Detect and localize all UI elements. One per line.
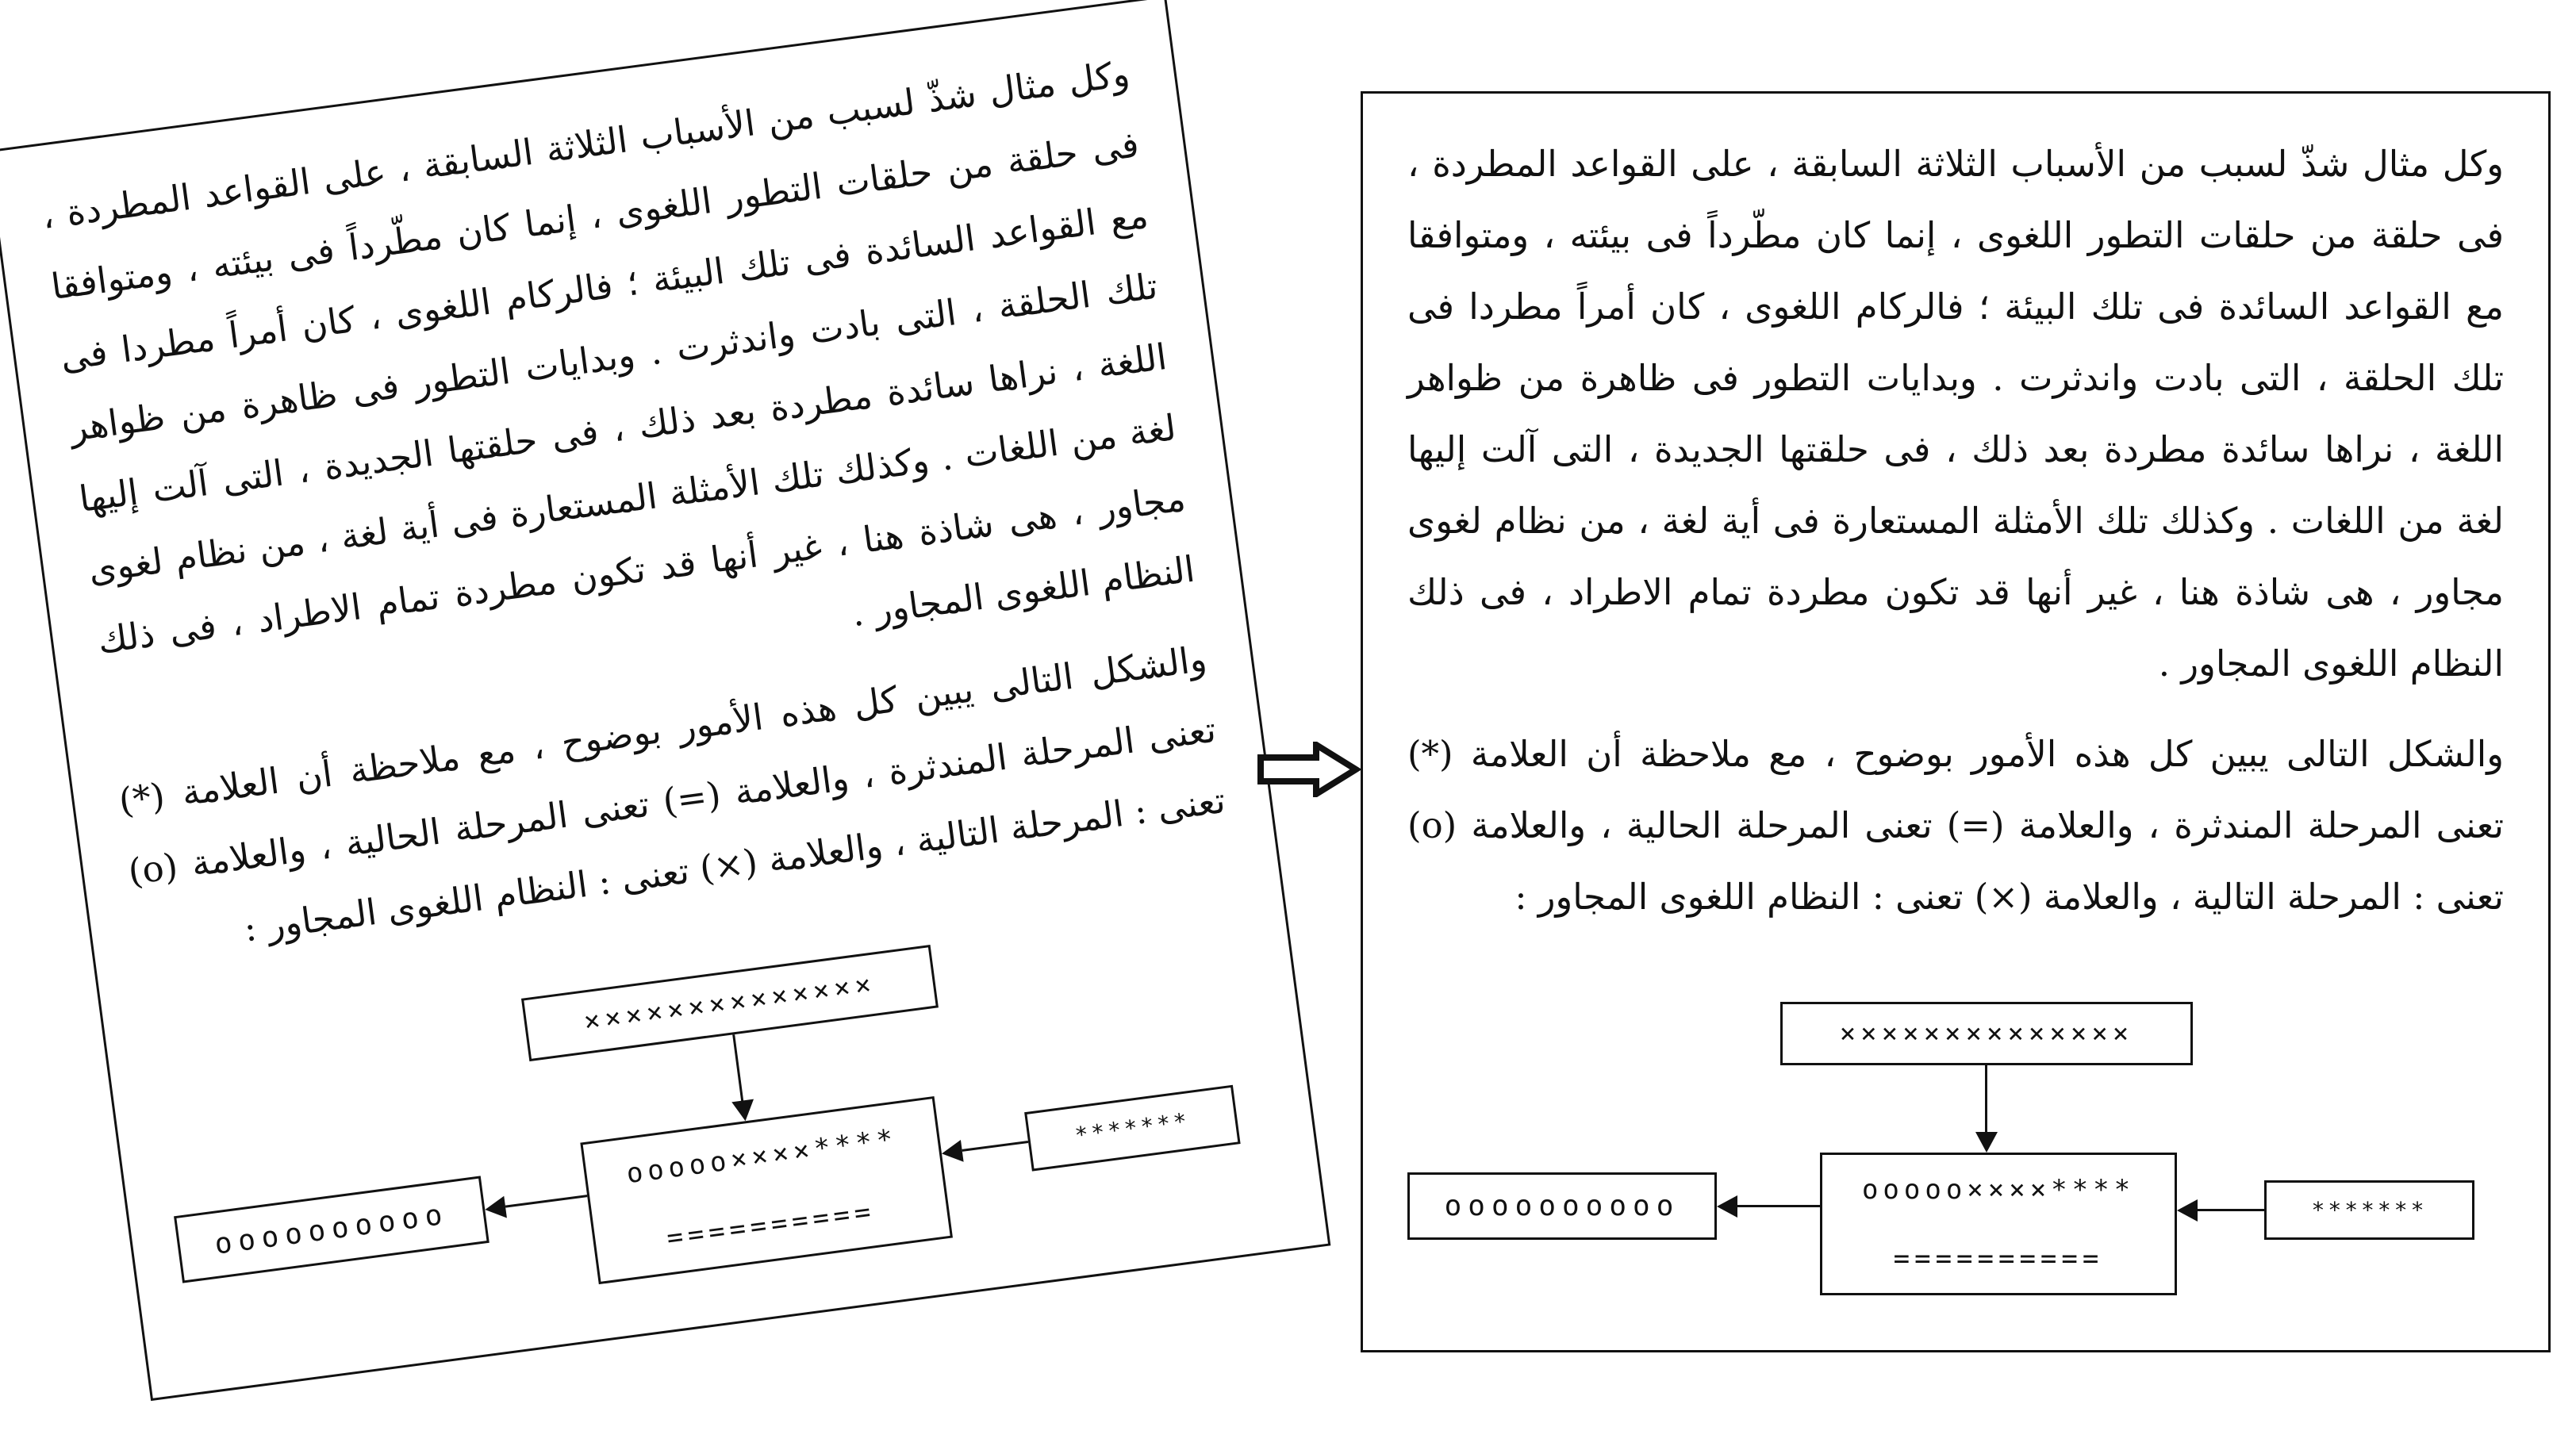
diagram-connector-left (505, 1195, 588, 1208)
diagram-connector-right (2198, 1209, 2264, 1211)
arrow-down-icon (1975, 1132, 1998, 1153)
diagram-center-row-1: ooooo××××**** (624, 1122, 900, 1190)
diagram-center-row-2: ========== (1893, 1242, 2104, 1275)
diagram-connector-left (1737, 1205, 1820, 1207)
diagram-top-box: ×××××××××××××× (1780, 1002, 2193, 1065)
diagram-center-row-1: ooooo××××**** (1861, 1173, 2136, 1206)
arrow-left-icon (483, 1196, 506, 1221)
arrow-left-icon (2177, 1199, 2198, 1222)
diagram-center-row-2: ========== (665, 1195, 877, 1254)
diagram-top-box: ×××××××××××××× (521, 945, 939, 1061)
diagram-left-box: oooooooooo (1407, 1172, 1717, 1240)
skewed-scan (0, 0, 1330, 1401)
paragraph-1: وكل مثال شذّ لسبب من الأسباب الثلاثة السابقة ، على القواعد المطردة ، فى حلقة من حلقات التطور اللغوى ، إنما كان مطّرداً فى بيئته ، ومتوافقا مع القواعد السائدة فى تلك البيئة ؛ فالركام اللغوى ، كان أمراً مطردا فى تلك الحلقة ، التى بادت واندثرت . وبدايات التطور فى ظاهرة من ظواهر اللغة ، نراها سائدة مطردة بعد ذلك ، فى حلقتها الجديدة ، التى آلت إليها لغة من اللغات . وكذلك تلك الأمثلة المستعارة فى أية لغة ، من نظام لغوى مجاور ، هى شاذة هنا ، غير أنها قد تكون مطردة تمام الاطراد ، فى ذلك النظام اللغوى المجاور . (39, 52, 1197, 662)
paragraph-2: والشكل التالى يبين كل هذه الأمور بوضوح ، مع ملاحظة أن العلامة (*) تعنى المرحلة المندثرة ، والعلامة (=) تعنى المرحلة الحالية ، والعلامة (o) تعنى : المرحلة التالية ، والعلامة (×) تعنى : النظام اللغوى المجاور : (116, 637, 1228, 950)
paragraph-2: والشكل التالى يبين كل هذه الأمور بوضوح ، مع ملاحظة أن العلامة (*) تعنى المرحلة المندثرة ، والعلامة (=) تعنى المرحلة الحالية ، والعلامة (o) تعنى : المرحلة التالية ، والعلامة (×) تعنى : النظام اللغوى المجاور : (1407, 733, 2504, 918)
arrow-down-icon (731, 1099, 756, 1122)
deskewed-scan (1361, 91, 2551, 1352)
arrow-left-icon (940, 1140, 963, 1164)
paragraph-1: وكل مثال شذّ لسبب من الأسباب الثلاثة السابقة ، على القواعد المطردة ، فى حلقة من حلقات التطور اللغوى ، إنما كان مطّرداً فى بيئته ، ومتوافقا مع القواعد السائدة فى تلك البيئة ؛ فالركام اللغوى ، كان أمراً مطردا فى تلك الحلقة ، التى بادت واندثرت . وبدايات التطور فى ظاهرة من ظواهر اللغة ، نراها سائدة مطردة بعد ذلك ، فى حلقتها الجديدة ، التى آلت إليها لغة من اللغات . وكذلك تلك الأمثلة المستعارة فى أية لغة ، من نظام لغوى مجاور ، هى شاذة هنا ، غير أنها قد تكون مطردة تمام الاطراد ، فى ذلك النظام اللغوى المجاور . (1407, 143, 2504, 685)
diagram-center-box (1820, 1153, 2177, 1295)
diagram (151, 896, 1281, 1370)
arrow-left-icon (1717, 1195, 1737, 1218)
diagram-connector-top (1985, 1065, 1987, 1134)
diagram-connector-top (732, 1034, 743, 1103)
diagram-connector-right (962, 1141, 1029, 1152)
diagram-left-box: oooooooooo (174, 1176, 489, 1283)
diagram (1407, 994, 2504, 1327)
diagram-center-box (580, 1096, 953, 1284)
right-arrow-icon (1257, 742, 1361, 797)
diagram-right-box: ******* (1024, 1085, 1241, 1172)
diagram-right-box: ******* (2264, 1180, 2474, 1240)
